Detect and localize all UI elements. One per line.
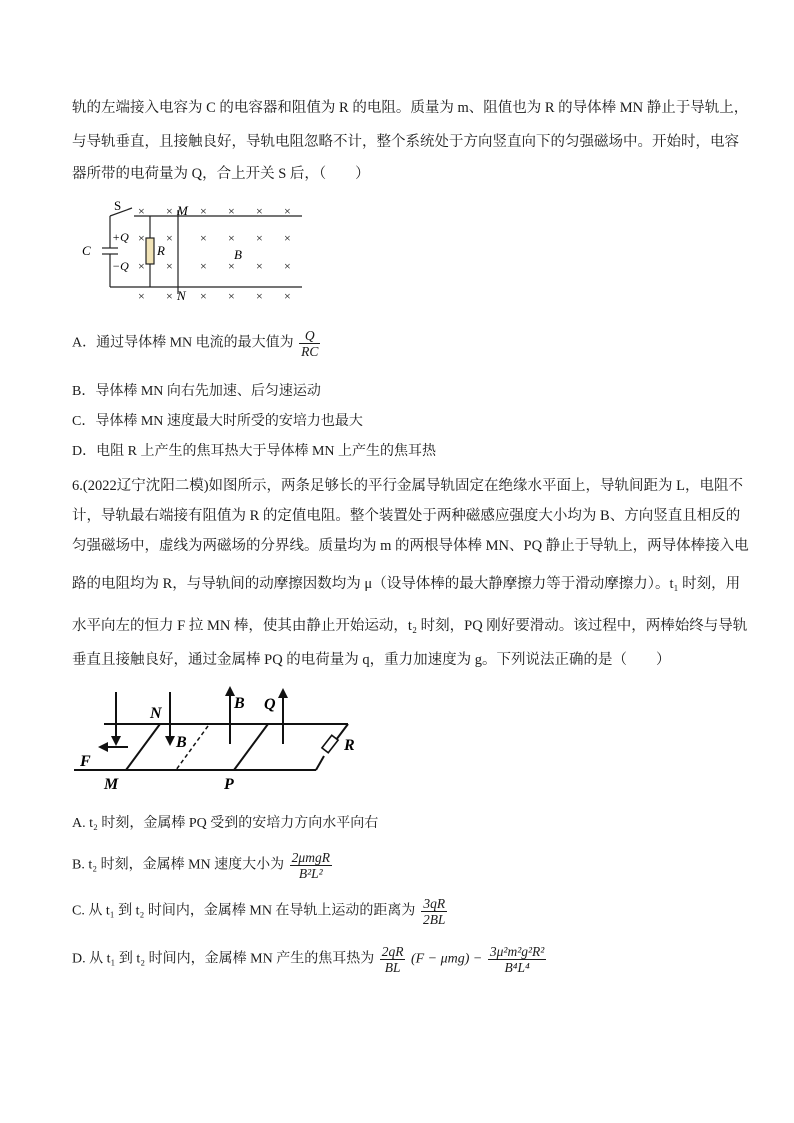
q6-option-c-fraction: $\frac{3qR}{2BL}$ xyxy=(422,896,446,927)
q6-option-c-text: C. 从 t₁ 到 t₂ 时间内，金属棒 MN 在导轨上运动的距离为 xyxy=(72,903,416,919)
q6-line-2: 计，导轨最右端接有阻值为 R 的定值电阻。整个装置处于两种磁感应强度大小均为 B、方向竖直且相反的 xyxy=(72,508,741,524)
field-cross: × xyxy=(166,259,173,273)
field-cross: × xyxy=(284,289,291,303)
q5-option-a-text: A．通过导体棒 MN 电流的最大值为 xyxy=(72,335,294,351)
field-cross: × xyxy=(228,204,235,218)
field-cross: × xyxy=(284,204,291,218)
q5-option-d[interactable]: D．电阻 R 上产生的焦耳热大于导体棒 MN 上产生的焦耳热 xyxy=(72,444,437,459)
q5-label-plusQ: +Q xyxy=(112,230,129,244)
q6-option-d-fraction-2: $\frac{\text{3μ²m²g²R²}}{\text{B⁴L⁴}}$ xyxy=(489,944,545,975)
field-cross: × xyxy=(256,259,263,273)
field-cross: × xyxy=(256,231,263,245)
field-cross: × xyxy=(166,231,173,245)
q6-line-1: 6.(2022辽宁沈阳二模)如图所示，两条足够长的平行金属导轨固定在绝缘水平面上，导轨间距为 L，电阻不 xyxy=(72,478,744,494)
field-cross: × xyxy=(256,289,263,303)
q5-option-a-fraction: $\frac{Q}{RC}$ xyxy=(301,328,319,359)
q6-rails-figure xyxy=(72,684,372,792)
field-cross: × xyxy=(284,259,291,273)
q6-option-d[interactable] xyxy=(72,944,548,975)
q5-line-2: 与导轨垂直，且接触良好，导轨电阻忽略不计，整个系统处于方向竖直向下的匀强磁场中。开始时，电容 xyxy=(72,134,739,150)
q5-option-c[interactable]: C．导体棒 MN 速度最大时所受的安培力也最大 xyxy=(72,414,363,429)
q6-line-5: 水平向左的恒力 F 拉 MN 棒，使其由静止开始运动，t₂ 时刻，PQ 刚好要滑动。该过程中，两棒始终与导轨 xyxy=(72,618,748,634)
q5-line-1: 轨的左端接入电容为 C 的电容器和阻值为 R 的电阻。质量为 m、阻值也为 R 的导体棒 MN 静止于导轨上， xyxy=(72,100,749,116)
field-cross: × xyxy=(138,204,145,218)
q5-option-b[interactable]: B．导体棒 MN 向右先加速、后匀速运动 xyxy=(72,384,321,399)
q5-circuit-figure xyxy=(76,196,308,308)
q6-option-a[interactable]: A. t₂ 时刻，金属棒 PQ 受到的安培力方向水平向右 xyxy=(72,816,379,831)
q6-label-R: R xyxy=(344,737,355,754)
q6-label-M: M xyxy=(104,776,119,792)
q5-label-M: M xyxy=(177,203,188,218)
q5-label-S: S xyxy=(114,198,122,213)
field-cross: × xyxy=(228,259,235,273)
field-cross: × xyxy=(138,259,145,273)
q6-line-4: 路的电阻均为 R，与导轨间的动摩擦因数均为 μ（设导体棒的最大静摩擦力等于滑动摩擦力）。t₁ 时刻，用 xyxy=(72,576,741,592)
field-cross: × xyxy=(138,289,145,303)
field-cross: × xyxy=(228,231,235,245)
field-cross: × xyxy=(138,231,145,245)
q6-label-P: P xyxy=(224,776,234,792)
q6-option-b-fraction: $\frac{\text{2μmgR}}{\text{B²L²}}$ xyxy=(291,850,330,881)
q6-option-d-middle: (F − μmg) − xyxy=(410,951,483,967)
field-cross: × xyxy=(200,259,207,273)
q6-line-3: 匀强磁场中，虚线为两磁场的分界线。质量均为 m 的两根导体棒 MN、PQ 静止于导轨上，两导体棒接入电 xyxy=(72,538,749,554)
field-cross: × xyxy=(166,204,173,218)
field-cross: × xyxy=(200,231,207,245)
q6-label-N: N xyxy=(150,705,162,722)
q5-label-minusQ: −Q xyxy=(112,259,129,273)
field-cross: × xyxy=(200,289,207,303)
q5-option-a[interactable] xyxy=(72,328,322,359)
q5-line-3: 器所带的电荷量为 Q，合上开关 S 后，（ ） xyxy=(72,166,370,182)
field-cross: × xyxy=(200,204,207,218)
q5-label-B: B xyxy=(234,247,242,262)
field-cross: × xyxy=(284,231,291,245)
q5-label-N: N xyxy=(177,288,186,303)
field-cross: × xyxy=(166,289,173,303)
q5-label-R: R xyxy=(157,243,165,258)
q6-option-c[interactable] xyxy=(72,896,449,927)
q6-option-b[interactable] xyxy=(72,850,334,881)
q6-label-B-up: B xyxy=(234,695,245,712)
q6-label-F: F xyxy=(80,753,91,770)
q6-line-6: 垂直且接触良好，通过金属棒 PQ 的电荷量为 q，重力加速度为 g。下列说法正确的是（ ） xyxy=(72,652,671,668)
field-cross: × xyxy=(228,289,235,303)
q6-label-B-down: B xyxy=(176,734,187,751)
q6-option-b-text: B. t₂ 时刻，金属棒 MN 速度大小为 xyxy=(72,857,285,873)
field-cross: × xyxy=(256,204,263,218)
q6-option-d-text: D. 从 t₁ 到 t₂ 时间内，金属棒 MN 产生的焦耳热为 xyxy=(72,951,375,967)
q6-label-Q: Q xyxy=(264,696,276,713)
q5-label-C: C xyxy=(82,243,91,258)
q6-option-d-fraction-1: $\frac{2qR}{BL}$ xyxy=(381,944,404,975)
